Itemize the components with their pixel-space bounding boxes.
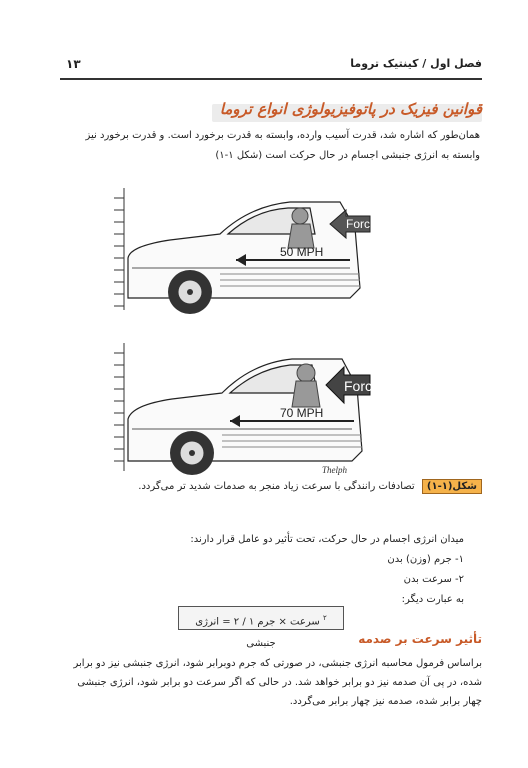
car-body-icon [128,202,360,298]
caption-label: شکل(۱-۱) [422,479,482,494]
figure-car-50mph [110,188,377,316]
speed-section-title: تأثیر سرعت بر صدمه [358,632,482,646]
list-item-mass: ۱- جرم (وزن) بدن [387,554,464,565]
car-illustration-70mph [110,343,380,478]
energy-factors-paragraph [62,530,468,610]
wheel-icon [170,431,214,475]
intro-paragraph: همان‌طور که اشاره شد، قدرت آسیب وارده، وابسته به قدرت برخورد است. و قدرت برخورد نیز وابسته به انرژی جنبشی اجسام در حال حرکت است (شکل ۱-۱) [85,130,480,161]
wheel-icon [168,270,212,314]
speed-section-paragraph: براساس فرمول محاسبه انرژی جنبشی، در صورتی که جرم دوبرابر شود، انرژی جنبشی نیز دو برابر شده، در پی آن صدمه نیز دو برابر خواهد شد. در حالی که اگر سرعت دو برابر شود، انرژی جنبشی چهار برابر شده، صدمه نیز چهار برابر می‌گردد. [73,658,482,707]
wall-icon [114,343,124,471]
artist-signature: Thelph [322,465,348,475]
energy-factors-intro: میدان انرژی اجسام در حال حرکت، تحت تأثیر دو عامل قرار دارند: [190,534,464,545]
caption-text: تصادفات رانندگی با سرعت زیاد منجر به صدمات شدید تر می‌گردد. [138,481,415,492]
header-rule [60,78,482,80]
force-label: Force [344,378,380,394]
formula-exponent: ۲ [322,614,327,622]
running-title: فصل اول / کینتیک تروما [350,57,482,70]
speed-label: 70 MPH [280,406,324,420]
force-label: Force [346,217,377,231]
section-title: قوانین فیزیک در پاتوفیزیولوژی انواع تروما [219,100,482,118]
wall-icon [114,188,124,310]
formula-text: سرعت × جرم ۱ / ۲ = انرژی جنبشی [195,616,320,650]
figure-car-70mph [110,343,380,478]
kinetic-energy-formula [178,606,344,650]
car-illustration-50mph [110,188,377,316]
list-item-speed: ۲- سرعت بدن [403,574,464,585]
page-number: ۱۳ [66,57,81,71]
car-body-icon [128,359,362,461]
transition-text: به عبارت دیگر: [401,594,464,605]
figure-caption [60,478,482,496]
speed-label: 50 MPH [280,245,324,259]
